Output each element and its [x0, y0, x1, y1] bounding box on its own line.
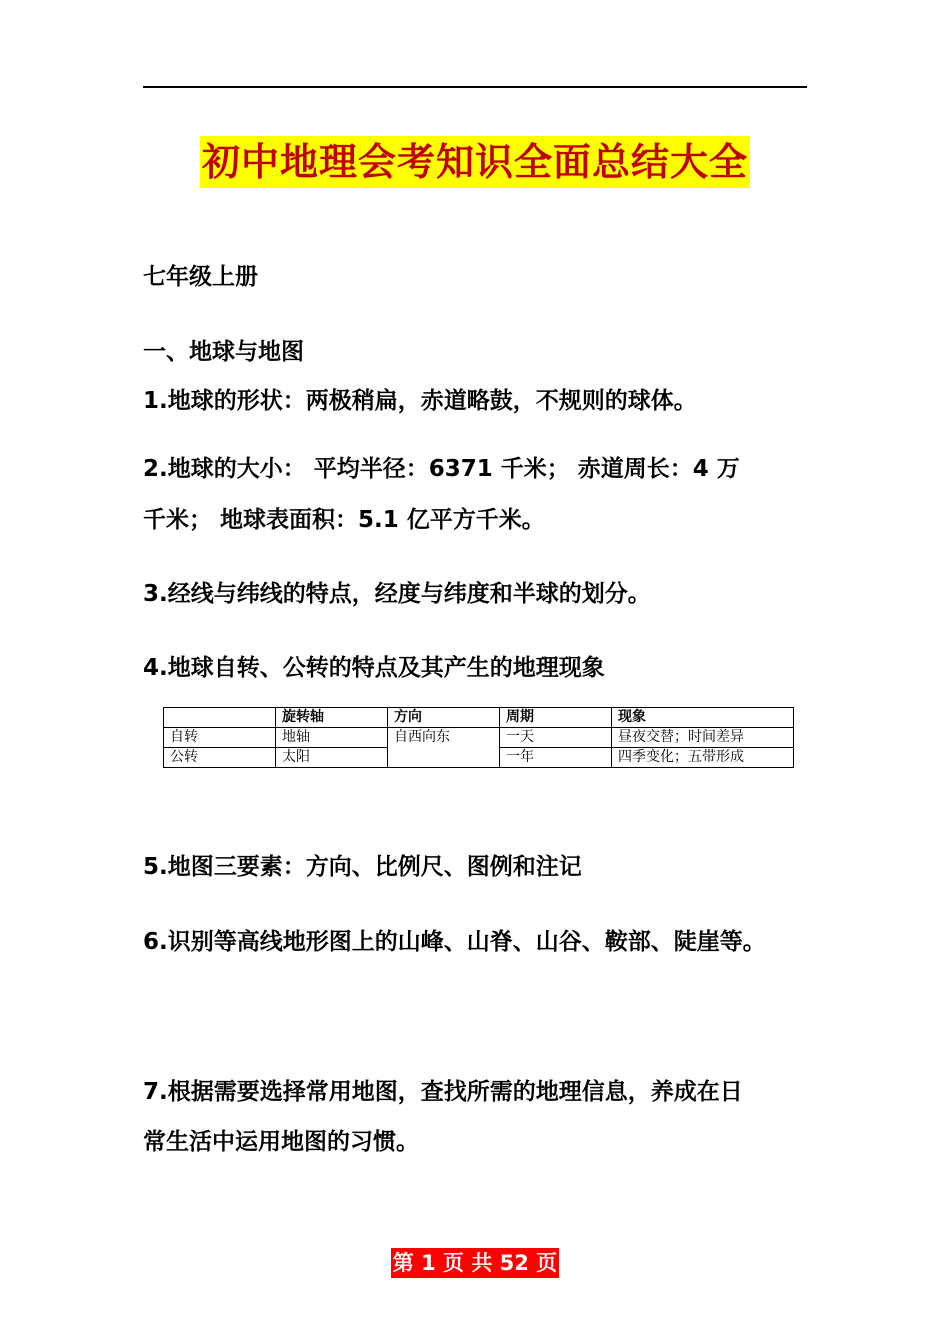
- table-cell: 一年: [500, 748, 612, 768]
- table-cell: 四季变化；五带形成: [612, 748, 794, 768]
- item-4: 4.地球自转、公转的特点及其产生的地理现象: [143, 655, 605, 681]
- item-1: 1.地球的形状：两极稍扁，赤道略鼓，不规则的球体。: [143, 388, 697, 414]
- item-3: 3.经线与纬线的特点，经度与纬度和半球的划分。: [143, 581, 651, 607]
- table-cell: 地轴: [276, 728, 388, 748]
- rotation-table: [163, 707, 794, 768]
- chapter-heading: 一、地球与地图: [143, 339, 304, 365]
- page-number: 第 1 页 共 52 页: [391, 1248, 559, 1278]
- table-cell: 太阳: [276, 748, 388, 768]
- table-header-row: [164, 708, 794, 728]
- table-header-cell: 现象: [612, 708, 794, 728]
- table-cell: 公转: [164, 748, 276, 768]
- table-cell: 自转: [164, 728, 276, 748]
- item-2-line-2: 千米； 地球表面积：5.1 亿平方千米。: [143, 507, 545, 533]
- item-5: 5.地图三要素：方向、比例尺、图例和注记: [143, 854, 582, 880]
- item-6: 6.识别等高线地形图上的山峰、山脊、山谷、鞍部、陡崖等。: [143, 929, 766, 955]
- table-cell: 自西向东: [388, 728, 500, 768]
- title-block: [0, 136, 950, 188]
- table-header-cell: 周期: [500, 708, 612, 728]
- table-cell: 昼夜交替；时间差异: [612, 728, 794, 748]
- top-rule: [143, 86, 807, 88]
- table-row: [164, 728, 794, 748]
- item-7-line-1: 7.根据需要选择常用地图，查找所需的地理信息，养成在日: [143, 1079, 743, 1105]
- table-header-cell: [164, 708, 276, 728]
- section-heading: 七年级上册: [143, 264, 258, 290]
- item-2-line-1: 2.地球的大小： 平均半径：6371 千米； 赤道周长：4 万: [143, 456, 740, 482]
- document-title: 初中地理会考知识全面总结大全: [200, 136, 750, 188]
- footer-block: [0, 1248, 950, 1278]
- table-cell: 一天: [500, 728, 612, 748]
- table-header-cell: 方向: [388, 708, 500, 728]
- item-7-line-2: 常生活中运用地图的习惯。: [143, 1129, 419, 1155]
- table-header-cell: 旋转轴: [276, 708, 388, 728]
